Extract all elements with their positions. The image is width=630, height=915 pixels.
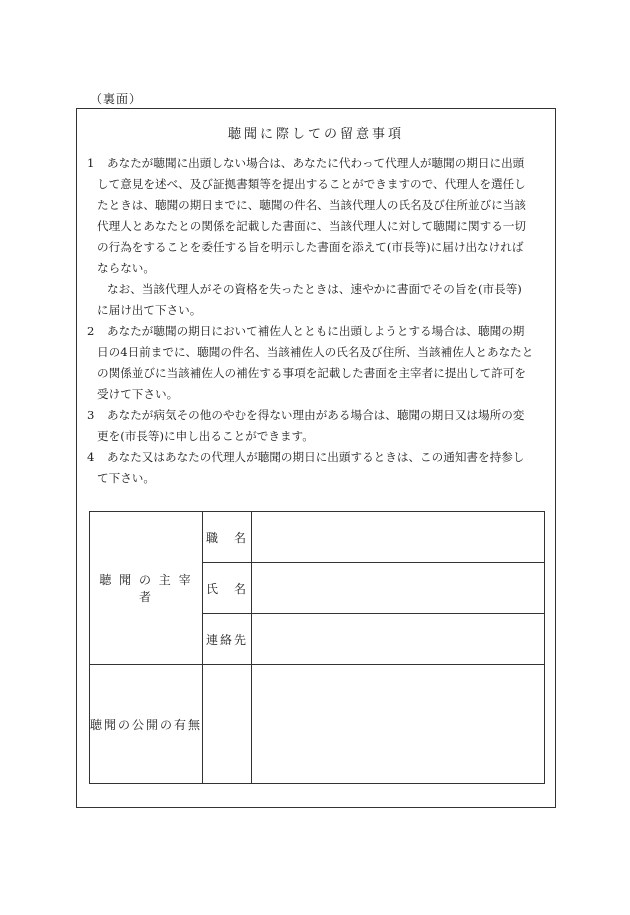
post-label: 職 名	[203, 512, 252, 563]
contact-value-cell[interactable]	[252, 614, 545, 665]
note-item-1	[87, 153, 547, 321]
name-label: 氏 名	[203, 563, 252, 614]
item-text-line: 代理人とあなたとの関係を記載した書面に、当該代理人に対して聴聞に関する一切	[97, 219, 526, 233]
item-text-line: 受けて下さい。	[97, 387, 179, 401]
page-side-label: （裏面）	[90, 92, 143, 106]
item-text-line: て下さい。	[97, 471, 155, 485]
item-number: 4	[87, 450, 95, 464]
document-frame	[76, 108, 556, 808]
item-text-line: ならない。	[97, 261, 155, 275]
item-text-line: して意見を述べ、及び証拠書類等を提出することができますので、代理人を選任し	[97, 177, 526, 191]
item-text-line: の行為をすることを委任する旨を明示した書面を添えて(市長等)に届け出なければ	[97, 240, 524, 254]
item-text-line: たときは、聴聞の期日までに、聴聞の件名、当該代理人の氏名及び住所並びに当該	[97, 198, 526, 212]
note-item-3	[87, 405, 547, 447]
item-text: あなたが病気その他のやむを得ない理由がある場合は、聴聞の期日又は場所の変	[107, 408, 525, 422]
note-item-4	[87, 447, 547, 489]
item-number: 3	[87, 408, 95, 422]
item-text-line: 更を(市長等)に申し出ることができます。	[97, 429, 314, 443]
item-number: 1	[87, 156, 95, 170]
page-title: 聴聞に際しての留意事項	[227, 127, 404, 142]
item-text-line: の関係並びに当該補佐人の補佐する事項を記載した書面を主宰者に提出して許可を	[97, 366, 526, 380]
note-item-2	[87, 321, 547, 405]
item-text: あなた又はあなたの代理人が聴聞の期日に出頭するときは、この通知書を持参し	[107, 450, 525, 464]
public-hearing-mid-cell[interactable]	[203, 665, 252, 784]
item-text: あなたが聴聞の期日において補佐人とともに出頭しようとする場合は、聴聞の期	[107, 324, 525, 338]
public-hearing-value-cell[interactable]	[252, 665, 545, 784]
item-number: 2	[87, 324, 95, 338]
name-value-cell[interactable]	[252, 563, 545, 614]
item-text-line: 日の4日前までに、聴聞の件名、当該補佐人の氏名及び住所、当該補佐人とあなたと	[97, 345, 534, 359]
presider-label: 聴 聞 の 主 宰 者	[90, 512, 203, 665]
item-text: あなたが聴聞に出頭しない場合は、あなたに代わって代理人が聴聞の期日に出頭	[107, 156, 525, 170]
post-value-cell[interactable]	[252, 512, 545, 563]
presider-info-table	[89, 511, 545, 784]
contact-label: 連絡先	[203, 614, 252, 665]
notes-body	[87, 153, 547, 489]
item-note-line: に届け出て下さい。	[97, 303, 202, 317]
public-hearing-label: 聴聞の公開の有無	[90, 665, 203, 784]
item-note: なお、当該代理人がその資格を失ったときは、速やかに書面でその旨を(市長等)	[107, 282, 522, 296]
